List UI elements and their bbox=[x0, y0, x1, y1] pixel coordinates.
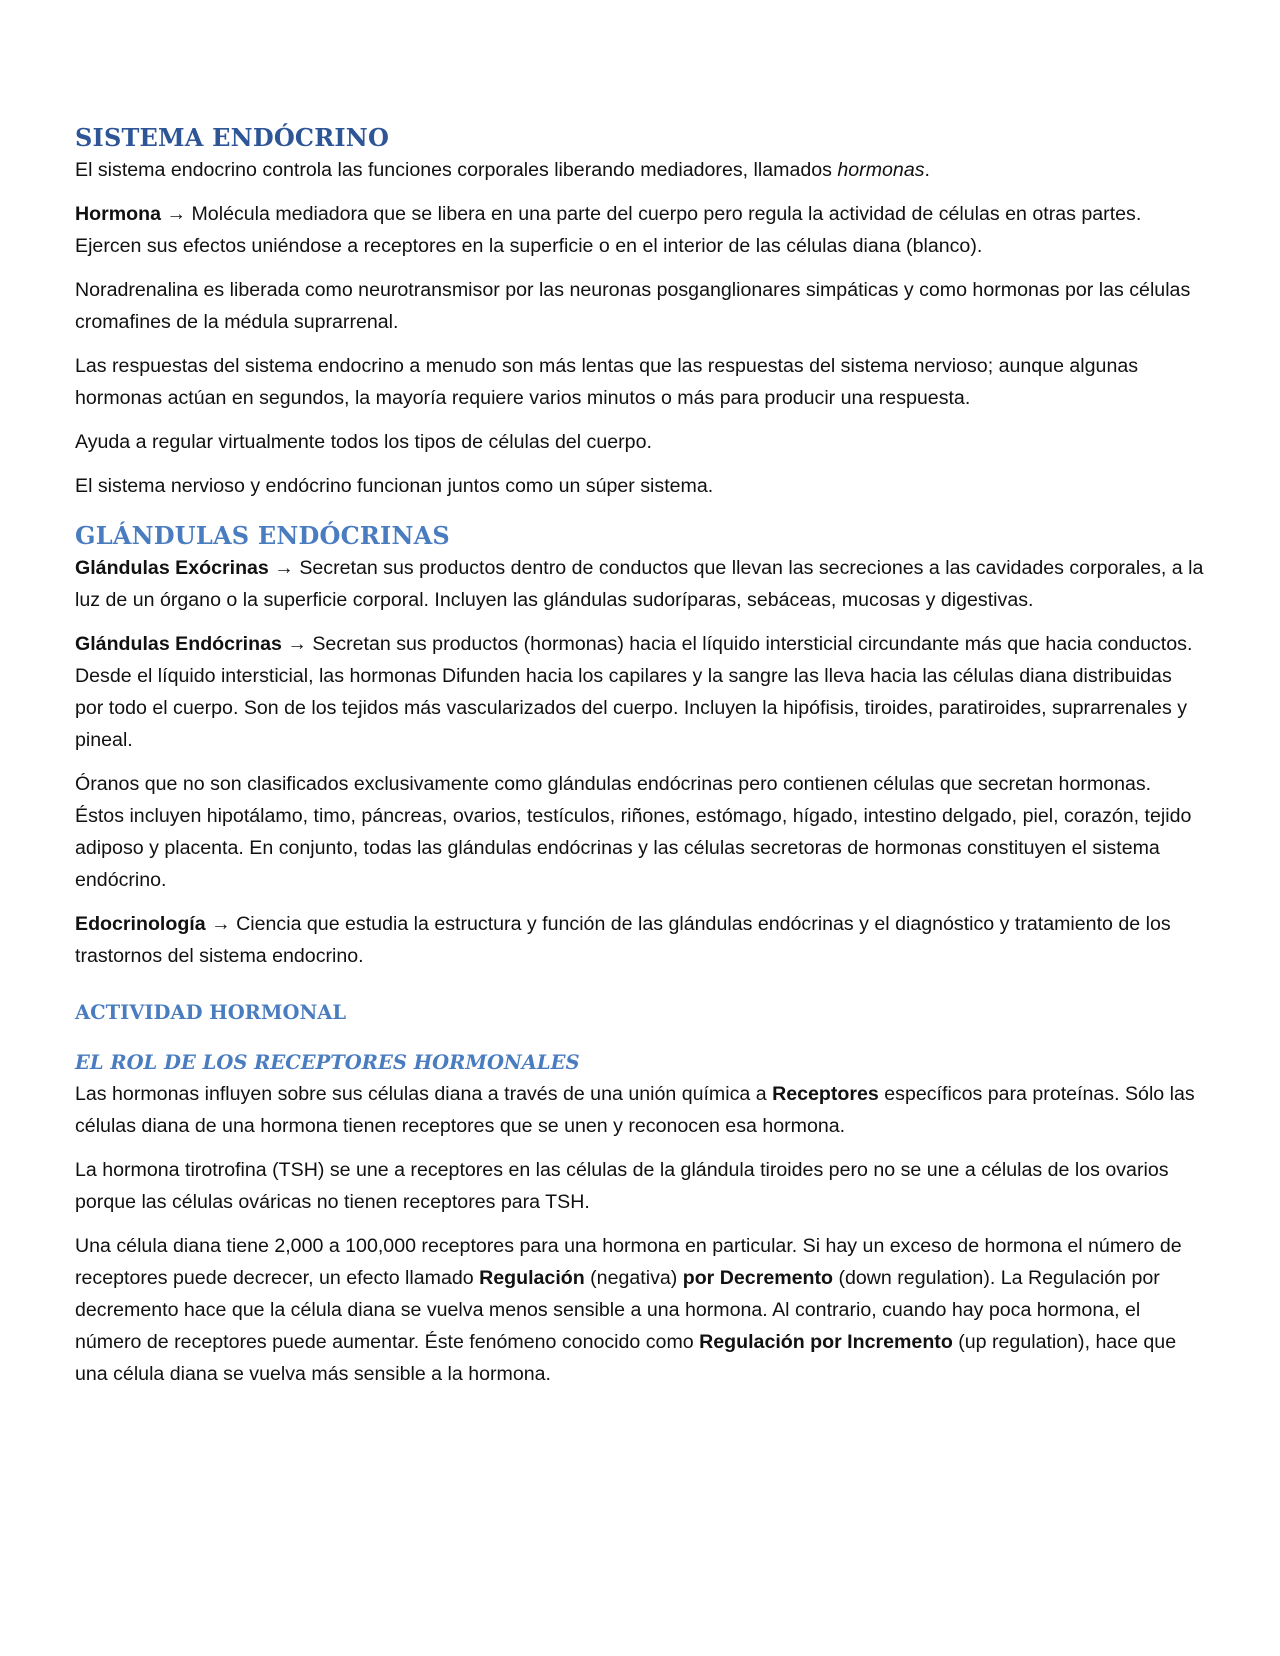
term-exocrinas: Glándulas Exócrinas → bbox=[75, 557, 294, 579]
receptores-text-before: Las hormonas influyen sobre sus células diana a través de una unión química a bbox=[75, 1083, 773, 1105]
term-regulacion: Regulación bbox=[479, 1267, 585, 1289]
paragraph-intro bbox=[75, 154, 1205, 186]
paragraph-endocrinas bbox=[75, 628, 1205, 756]
intro-text: El sistema endocrino controla las funciones corporales liberando mediadores, llamados bbox=[75, 159, 838, 181]
paragraph-super-sistema: El sistema nervioso y endócrino funcionan juntos como un súper sistema. bbox=[75, 475, 714, 497]
receptores-text-after: específicos para proteínas. Sólo las células diana de una hormona tienen receptores que se unen y reconocen esa hormona. bbox=[75, 1083, 1195, 1137]
paragraph-tsh: La hormona tirotrofina (TSH) se une a receptores en las células de la glándula tiroides pero no se une a células de los ovarios porque las células ováricas no tienen receptores para TSH. bbox=[75, 1159, 1169, 1213]
intro-end: . bbox=[924, 159, 930, 181]
paragraph-exocrinas bbox=[75, 552, 1205, 616]
hormona-definition: Molécula mediadora que se libera en una parte del cuerpo pero regula la actividad de células en otras partes. Ejercen sus efectos uniéndose a receptores en la superficie o en el interior de las células diana (blanco). bbox=[75, 203, 1142, 257]
term-por-decremento: por Decremento bbox=[682, 1267, 834, 1289]
paragraph-hormona bbox=[75, 198, 1205, 262]
term-receptores: Receptores bbox=[772, 1083, 879, 1105]
paragraph-receptores bbox=[75, 1078, 1205, 1142]
regulacion-text-4: (up regulation), hace que una célula diana se vuelva más sensible a la hormona. bbox=[75, 1331, 1177, 1385]
paragraph-noradrenalina: Noradrenalina es liberada como neurotransmisor por las neuronas posganglionares simpáticas y como hormonas por las células cromafines de la médula suprarrenal. bbox=[75, 279, 1191, 333]
regulacion-text-3: (down regulation). La Regulación por decremento hace que la célula diana se vuelva menos sensible a una hormona. Al contrario, cuando hay poca hormona, el número de receptores puede aumentar. Éste fenómeno conocido como bbox=[75, 1267, 1160, 1353]
regulacion-text-1: Una célula diana tiene 2,000 a 100,000 receptores para una hormona en particular. Si hay un exceso de hormona el número de receptores puede decrecer, un efecto llamado bbox=[75, 1235, 1182, 1289]
regulacion-text-2: (negativa) bbox=[584, 1267, 683, 1289]
document-page bbox=[75, 122, 1205, 1402]
paragraph-respuestas: Las respuestas del sistema endocrino a menudo son más lentas que las respuestas del sistema nervioso; aunque algunas hormonas actúan en segundos, la mayoría requiere varios minutos o más para producir una respuesta. bbox=[75, 355, 1139, 409]
heading-glandulas-endocrinas: GLÁNDULAS ENDÓCRINAS bbox=[75, 521, 450, 550]
paragraph-edocrinologia bbox=[75, 908, 1205, 972]
paragraph-oranos: Óranos que no son clasificados exclusivamente como glándulas endócrinas pero contienen células que secretan hormonas. Éstos incluyen hipotálamo, timo, páncreas, ovarios, testículos, riñones, estómago, hígado, intestino delgado, piel, corazón, tejido adiposo y placenta. En conjunto, todas las glándulas endócrinas y las células secretoras de hormonas constituyen el sistema endócrino. bbox=[75, 773, 1192, 891]
paragraph-regulacion bbox=[75, 1230, 1205, 1390]
exocrinas-definition: Secretan sus productos dentro de conductos que llevan las secreciones a las cavidades corporales, a la luz de un órgano o la superficie corporal. Incluyen las glándulas sudoríparas, sebáceas, mucosas y digestivas. bbox=[75, 557, 1204, 611]
paragraph-ayuda: Ayuda a regular virtualmente todos los tipos de células del cuerpo. bbox=[75, 431, 652, 453]
heading-rol-receptores: EL ROL DE LOS RECEPTORES HORMONALES bbox=[75, 1051, 580, 1074]
term-hormona: Hormona → bbox=[75, 203, 187, 225]
endocrinas-definition: Secretan sus productos (hormonas) hacia el líquido intersticial circundante más que hacia conductos. Desde el líquido intersticial, las hormonas Difunden hacia los capilares y la sangre las lleva hacia las células diana distribuidas por todo el cuerpo. Son de los tejidos más vascularizados del cuerpo. Incluyen la hipófisis, tiroides, paratiroides, suprarrenales y pineal. bbox=[75, 633, 1193, 751]
heading-actividad-hormonal: ACTIVIDAD HORMONAL bbox=[75, 1001, 347, 1024]
term-edocrinologia: Edocrinología → bbox=[75, 913, 231, 935]
heading-sistema-endocrino: SISTEMA ENDÓCRINO bbox=[75, 123, 390, 152]
intro-italic-hormonas: hormonas bbox=[837, 159, 925, 181]
edocrinologia-definition: Ciencia que estudia la estructura y función de las glándulas endócrinas y el diagnóstico y tratamiento de los trastornos del sistema endocrino. bbox=[75, 913, 1171, 967]
term-regulacion-incremento: Regulación por Incremento bbox=[699, 1331, 953, 1353]
term-endocrinas: Glándulas Endócrinas → bbox=[75, 633, 307, 655]
